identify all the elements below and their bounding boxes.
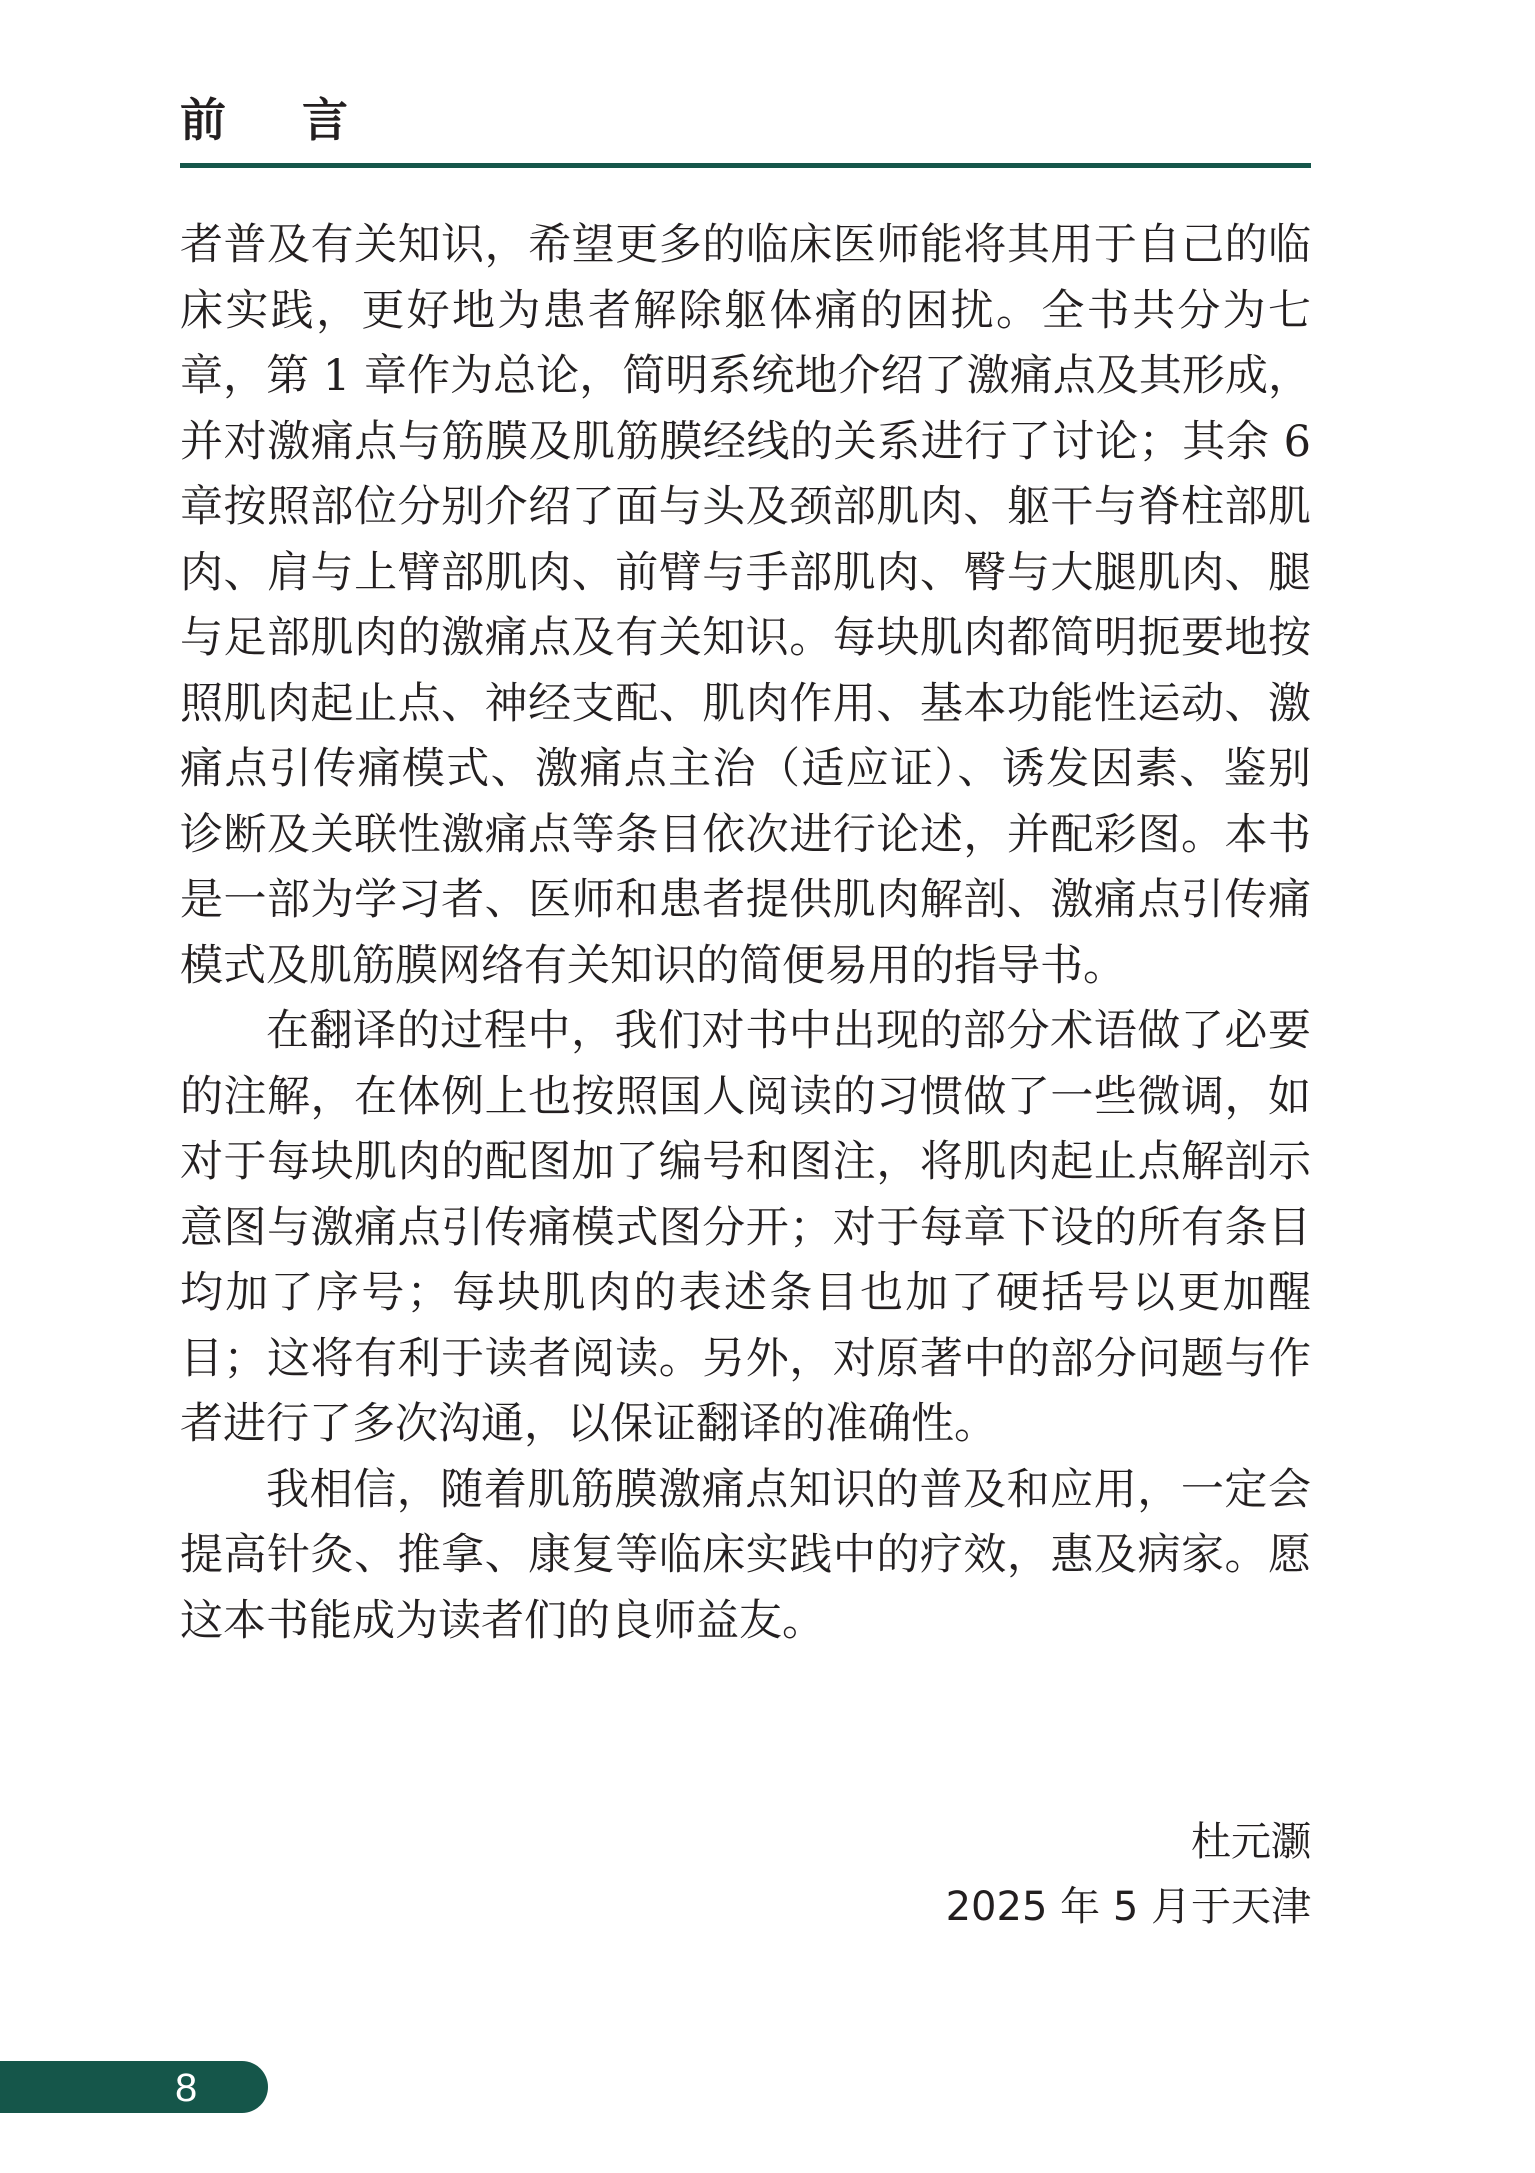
date-place: 2025 年 5 月于天津 bbox=[945, 1884, 1311, 1930]
paragraph: 在翻译的过程中，我们对书中出现的部分术语做了必要的注解，在体例上也按照国人阅读的习惯做了一些微调，如对于每块肌肉的配图加了编号和图注，将肌肉起止点解剖示意图与激痛点引传痛模式图分开；对于每章下设的所有条目均加了序号；每块肌肉的表述条目也加了硬括号以更加醒目；这将有利于读者阅读。另外，对原著中的部分问题与作者进行了多次沟通，以保证翻译的准确性。 bbox=[180, 1006, 1311, 1449]
body-text bbox=[180, 213, 1311, 1654]
page-number-tab bbox=[0, 2061, 268, 2113]
paragraph: 者普及有关知识，希望更多的临床医师能将其用于自己的临床实践，更好地为患者解除躯体痛的困扰。全书共分为七章，第 1 章作为总论，简明系统地介绍了激痛点及其形成，并对激痛点与筋膜及肌筋膜经线的关系进行了讨论；其余 6 章按照部位分别介绍了面与头及颈部肌肉、躯干与脊柱部肌肉、肩与上臂部肌肉、前臂与手部肌肉、臀与大腿肌肉、腿与足部肌肉的激痛点及有关知识。每块肌肉都简明扼要地按照肌肉起止点、神经支配、肌肉作用、基本功能性运动、激痛点引传痛模式、激痛点主治（适应证）、诱发因素、鉴别诊断及关联性激痛点等条目依次进行论述，并配彩图。本书是一部为学习者、医师和患者提供肌肉解剖、激痛点引传痛模式及肌筋膜网络有关知识的简便易用的指导书。 bbox=[180, 220, 1311, 991]
page-number: 8 bbox=[175, 2066, 198, 2110]
header-divider bbox=[180, 163, 1311, 168]
page-title: 前言 bbox=[180, 93, 424, 147]
author-name: 杜元灏 bbox=[1191, 1819, 1311, 1865]
paragraph: 我相信，随着肌筋膜激痛点知识的普及和应用，一定会提高针灸、推拿、康复等临床实践中的疗效，惠及病家。愿这本书能成为读者们的良师益友。 bbox=[180, 1464, 1311, 1646]
signature-block bbox=[946, 1810, 1311, 1940]
